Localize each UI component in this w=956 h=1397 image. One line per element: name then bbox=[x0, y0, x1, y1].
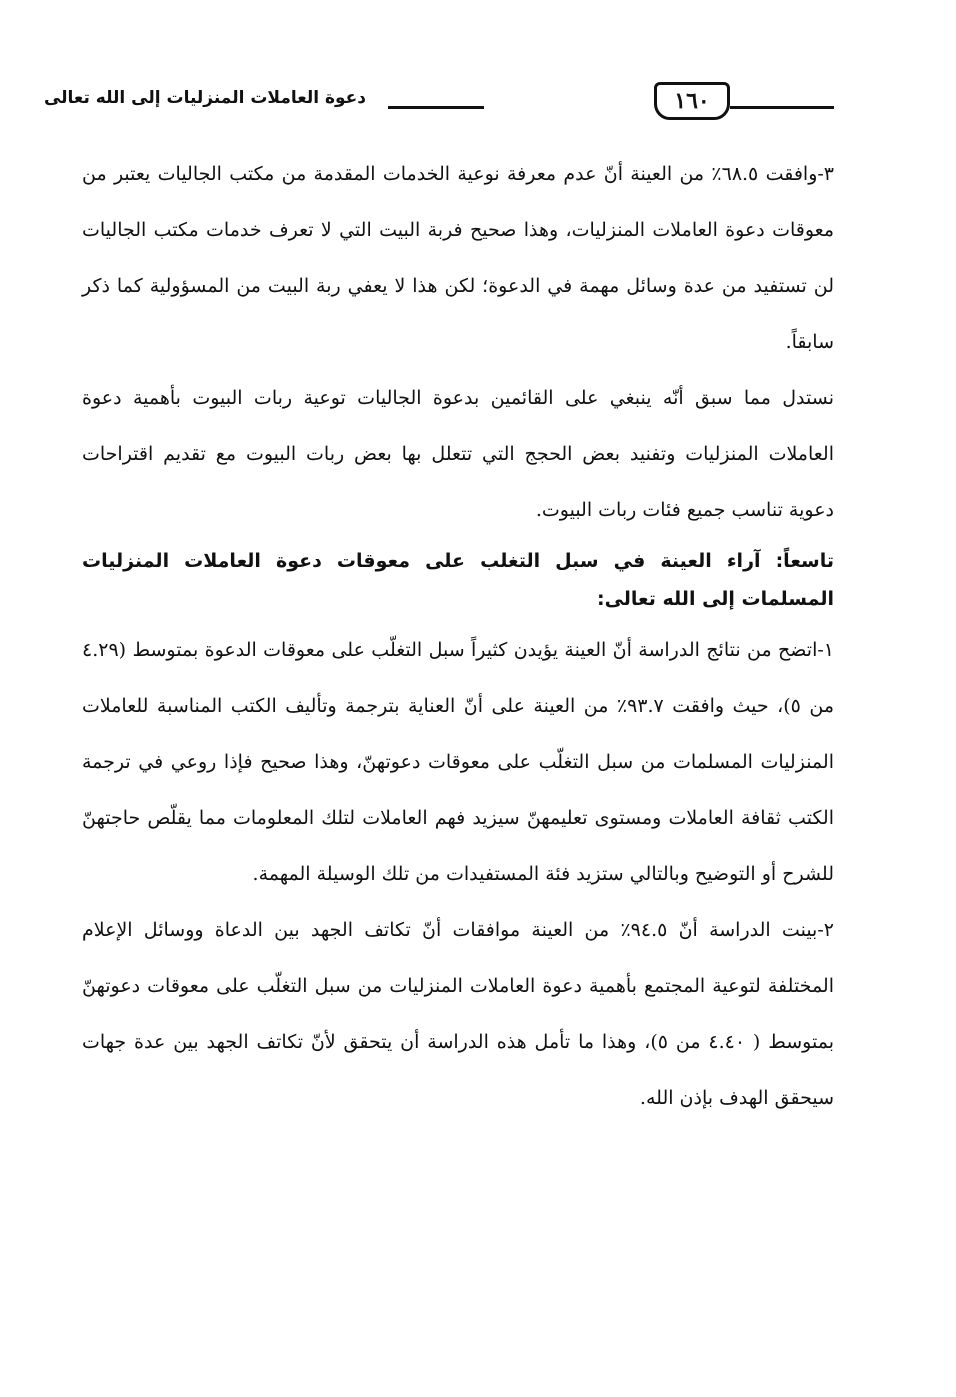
header-rule-left bbox=[388, 106, 484, 109]
section-heading-wrap bbox=[82, 538, 834, 622]
paragraph-point-1: ١-اتضح من نتائج الدراسة أنّ العينة يؤيدن كثيراً سبل التغلّب على معوقات الدعوة بمتوسط (٤.٢٩ من ٥)، حيث وافقت ٩٣.٧٪ من العينة على أنّ العناية بترجمة وتأليف الكتب المناسبة للعاملات المنزليات المسلمات من سبل التغلّب على معوقات دعوتهنّ، وهذا صحيح فإذا روعي في ترجمة الكتب ثقافة العاملات ومستوى تعليمهنّ سيزيد فهم العاملات لتلك المعلومات مما يقلّص حاجتهنّ للشرح أو التوضيح وبالتالي ستزيد فئة المستفيدات من تلك الوسيلة المهمة. bbox=[82, 639, 835, 885]
page-body bbox=[82, 146, 834, 1126]
paragraph-point-3: ٣-وافقت ٦٨.٥٪ من العينة أنّ عدم معرفة نوعية الخدمات المقدمة من مكتب الجاليات يعتبر من معوقات دعوة العاملات المنزليات، وهذا صحيح فربة البيت التي لا تعرف خدمات مكتب الجاليات لن تستفيد من عدة وسائل مهمة في الدعوة؛ لكن هذا لا يعفي ربة البيت من المسؤولية كما ذكر سابقاً. bbox=[82, 163, 835, 353]
page-header bbox=[43, 82, 834, 126]
page-number-badge: ١٦٠ bbox=[654, 82, 730, 120]
running-title: دعوة العاملات المنزليات إلى الله تعالى bbox=[43, 88, 366, 108]
paragraph-conclusion: نستدل مما سبق أنّه ينبغي على القائمين بدعوة الجاليات توعية ربات البيوت بأهمية دعوة العاملات المنزليات وتفنيد بعض الحجج التي تتعلل بها بعض ربات البيوت مع تقديم اقتراحات دعوية تناسب جميع فئات ربات البيوت. bbox=[82, 387, 834, 521]
section-heading: تاسعاً: آراء العينة في سبل التغلب على معوقات دعوة العاملات المنزليات المسلمات إلى الله تعالى: bbox=[82, 550, 834, 610]
header-rule-right bbox=[730, 106, 834, 109]
paragraph-point-2: ٢-بينت الدراسة أنّ ٩٤.٥٪ من العينة موافقات أنّ تكاتف الجهد بين الدعاة ووسائل الإعلام المختلفة لتوعية المجتمع بأهمية دعوة العاملات المنزليات من سبل التغلّب على معوقات دعوتهنّ بمتوسط ( ٤.٤٠ من ٥)، وهذا ما تأمل هذه الدراسة أن يتحقق لأنّ تكاتف الجهد بين عدة جهات سيحقق الهدف بإذن الله. bbox=[82, 919, 834, 1109]
